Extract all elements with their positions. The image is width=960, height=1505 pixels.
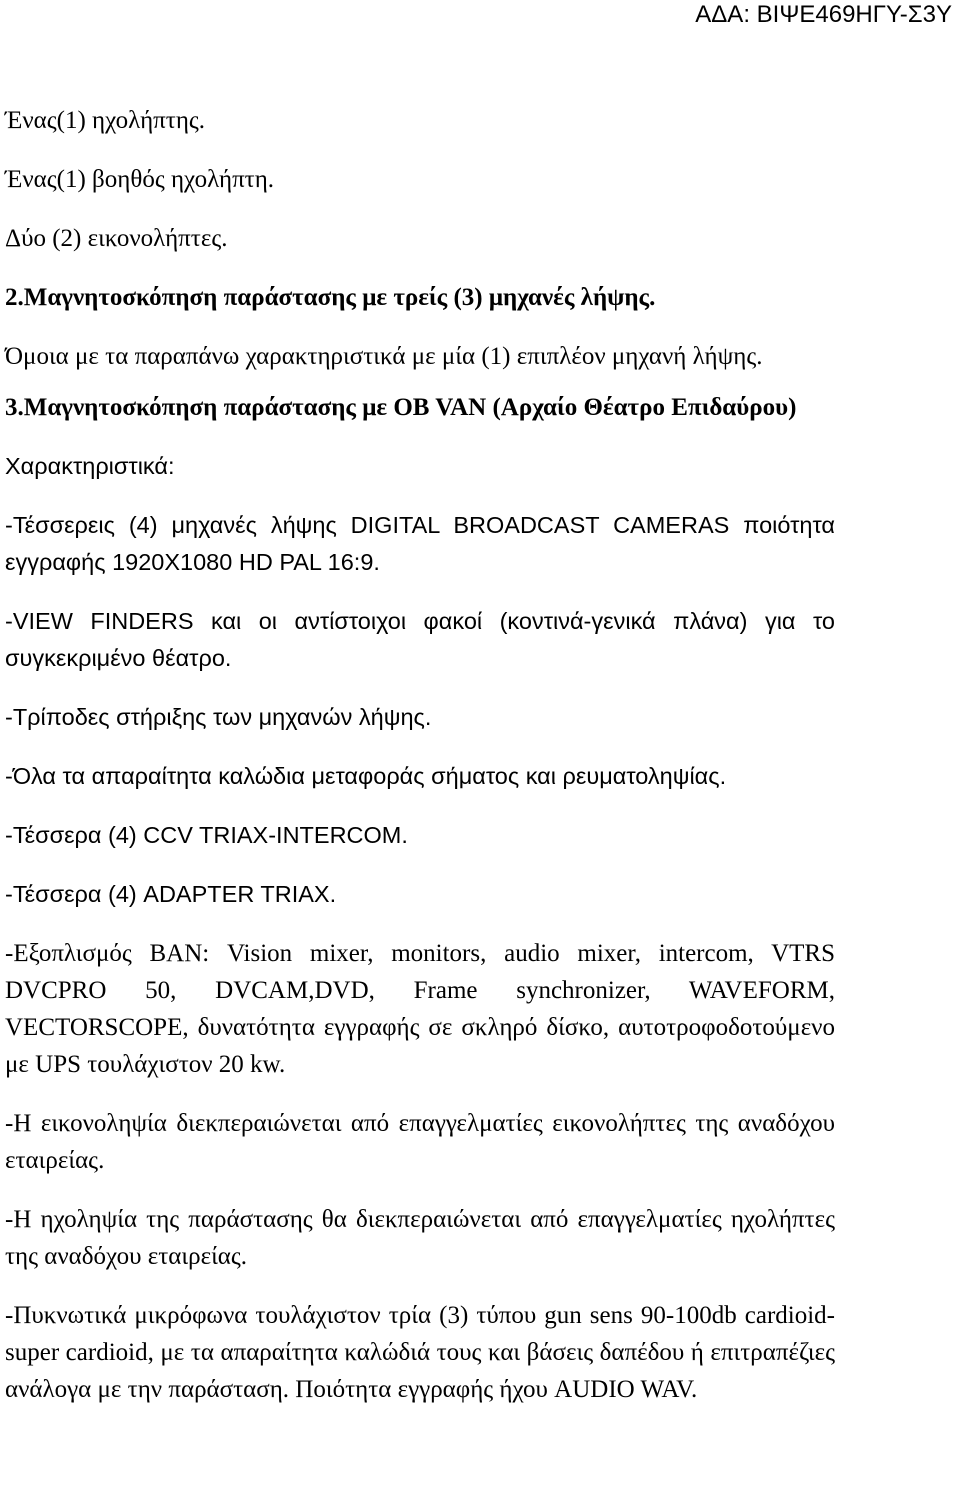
paragraph-similar: Όμοια με τα παραπάνω χαρακτηριστικά με μία (1) επιπλέον μηχανή λήψης.	[5, 343, 763, 370]
feature-microphones: -Πυκνωτικά μικρόφωνα τουλάχιστον τρία (3) τύπου gun sens 90-100db cardioid-super cardioid, με τα απαραίτητα καλώδιά τους και βάσεις δαπέδου ή επιτραπέζιες ανάλογα με την παράσταση. Ποιότητα εγγραφής ήχου AUDIO WAV.	[5, 1302, 835, 1403]
feature-sound-crew: -Η ηχοληψία της παράστασης θα διεκπεραιώνεται από επαγγελματίες ηχολήπτες της αναδόχου εταιρείας.	[5, 1206, 835, 1270]
ada-code: ΑΔΑ: ΒΙΨΕ469ΗΓΥ-Σ3Υ	[695, 1, 952, 28]
line-camera-operators: Δύο (2) εικονολήπτες.	[5, 225, 228, 252]
heading-ob-van: 3.Μαγνητοσκόπηση παράστασης με OB VAN (Αρχαίο Θέατρο Επιδαύρου)	[5, 394, 797, 421]
line-sound-engineer: Ένας(1) ηχολήπτης.	[5, 107, 206, 134]
feature-van-equipment: -Εξοπλισμός ΒΑΝ: Vision mixer, monitors, audio mixer, intercom, VTRS DVCPRO 50, DVCAM,DVD, Frame synchronizer, WAVEFORM, VECTORSCOPE, δυνατότητα εγγραφής σε σκληρό δίσκο, αυτοτροφοδοτούμενο με UPS τουλάχιστον 20 kw.	[5, 940, 835, 1078]
feature-adapter-triax: -Τέσσερα (4) ADAPTER TRIAX.	[5, 881, 337, 907]
heading-three-cameras: 2.Μαγνητοσκόπηση παράστασης με τρείς (3) μηχανές λήψης.	[5, 284, 656, 311]
feature-cables: -Όλα τα απαραίτητα καλώδια μεταφοράς σήματος και ρευματοληψίας.	[5, 763, 727, 789]
feature-tripods: -Τρίποδες στήριξης των μηχανών λήψης.	[5, 704, 432, 730]
line-assistant-sound-engineer: Ένας(1) βοηθός ηχολήπτη.	[5, 166, 275, 193]
document-body	[5, 102, 835, 1430]
features-label: Χαρακτηριστικά:	[5, 453, 175, 479]
feature-view-finders: -VIEW FINDERS και οι αντίστοιχοι φακοί (κοντινά-γενικά πλάνα) για το συγκεκριμένο θέατρο.	[5, 608, 835, 671]
feature-cameras: -Τέσσερεις (4) μηχανές λήψης DIGITAL BROADCAST CAMERAS ποιότητα εγγραφής 1920X1080 HD PAL 16:9.	[5, 512, 835, 575]
feature-ccv-triax: -Τέσσερα (4) CCV TRIAX-INTERCOM.	[5, 822, 408, 848]
feature-camera-crew: -Η εικονοληψία διεκπεραιώνεται από επαγγελματίες εικονολήπτες της αναδόχου εταιρείας.	[5, 1110, 835, 1174]
